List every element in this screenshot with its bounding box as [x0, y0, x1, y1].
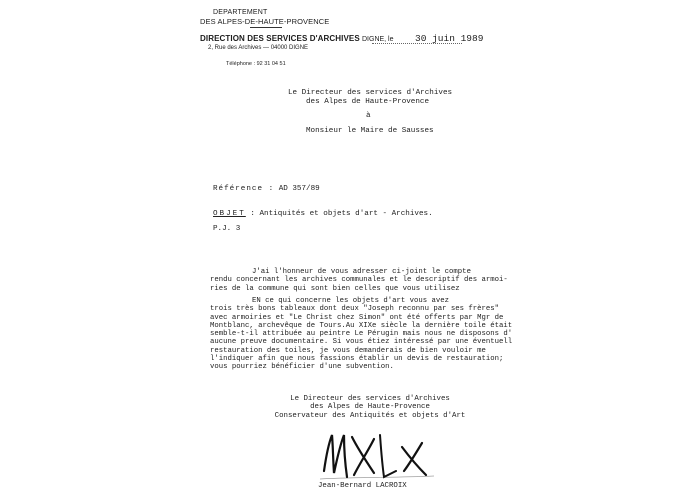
body-line: l'indiquer afin que nous fassions établir un devis de restauration;	[210, 355, 504, 364]
body-line: vous pourriez bénéficier d'une subvention.	[210, 363, 394, 372]
body-line: Montblanc, archevêque de Tours.Au XIXe siècle la dernière toile était	[210, 321, 513, 330]
reference-line	[213, 185, 320, 193]
sender-line1: Le Directeur des services d'Archives	[288, 89, 453, 97]
body-paragraph-1	[210, 268, 508, 293]
office-telephone: Téléphone : 92 31 04 51	[226, 61, 286, 67]
pieces-jointes: P.J. 3	[213, 225, 241, 233]
body-line: J'ai l'honneur de vous adresser ci-joint le compte	[252, 268, 471, 276]
handwritten-signature	[318, 427, 438, 482]
body-line: EN ce qui concerne les objets d'art vous avez	[252, 297, 450, 305]
objet-value: : Antiquités et objets d'art - Archives.	[250, 210, 433, 218]
department-line2: DES ALPES-DE-HAUTE-PROVENCE	[200, 17, 330, 26]
body-line: rendu concernant les archives communales et le descriptif des armoi-	[210, 276, 508, 285]
objet-label: OBJET	[213, 210, 246, 218]
body-line: avec armoiries et "Le Christ chez Simon" ont été offerts par Mgr de	[210, 313, 504, 322]
date-place: DIGNE, le	[362, 36, 394, 43]
body-line: trois très bons tableaux dont deux "Joseph reconnu par ses frères"	[210, 305, 500, 314]
reference-value: AD 357/89	[278, 185, 320, 193]
department-line1: DEPARTEMENT	[213, 9, 268, 16]
body-line: semble-t-il attribuée au peintre Le Pérugin mais nous ne disposons d'	[210, 330, 513, 339]
signature-title-1: Le Directeur des services d'Archives	[290, 395, 450, 403]
office-address: 2, Rue des Archives — 04000 DIGNE	[208, 45, 309, 51]
letter-date: 30 juin 1989	[415, 33, 484, 44]
reference-label: Référence :	[213, 185, 275, 193]
recipient: Monsieur le Maire de Sausses	[306, 127, 434, 135]
sender-line2: des Alpes de Haute-Provence	[306, 98, 430, 106]
direction-title: DIRECTION DES SERVICES D'ARCHIVES	[200, 34, 360, 43]
body-line: aucune preuve documentaire. Si vous étiez intéressé par une éventuell	[210, 338, 513, 347]
addressee-to: à	[366, 112, 371, 120]
signature-title-2: des Alpes de Haute-Provence	[310, 403, 430, 412]
objet-line	[213, 210, 433, 218]
date-dotted-line	[372, 43, 462, 44]
header-rule	[250, 27, 282, 28]
signature-title-3: Conservateur des Antiquités et objets d'Art	[274, 411, 466, 420]
body-paragraph-2	[210, 297, 512, 372]
signature-block	[250, 395, 490, 420]
signer-name: Jean-Bernard LACROIX	[318, 482, 407, 490]
body-line: restauration des toiles, je vous demanderais de bien vouloir me	[210, 346, 486, 355]
body-line: ries de la commune qui sont bien celles que vous utilisez	[210, 284, 460, 293]
